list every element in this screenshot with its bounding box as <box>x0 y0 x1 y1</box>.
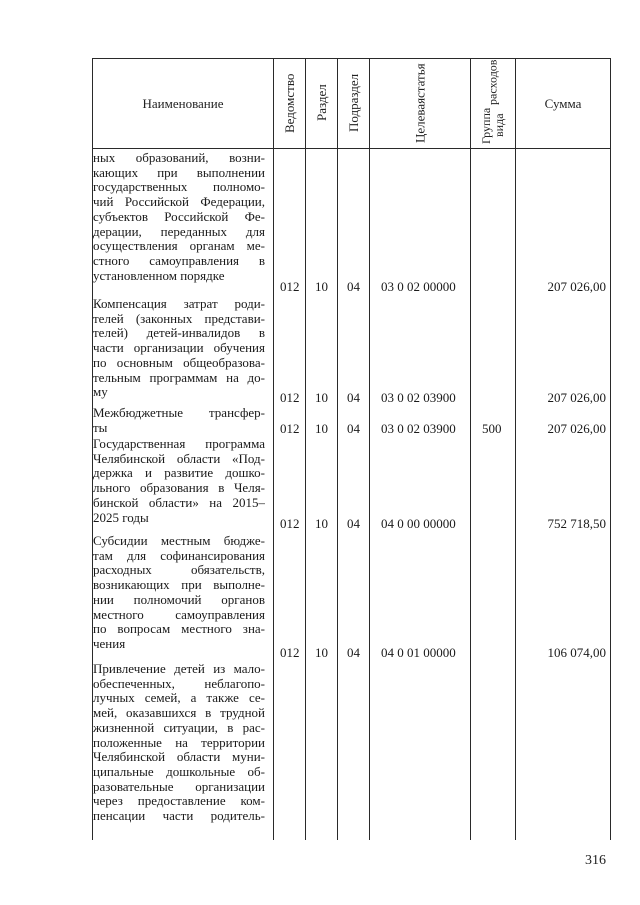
row-4-ved: 012 <box>280 645 300 660</box>
row-2-line-1: ты <box>93 420 108 435</box>
header-gruppa-line1: Группа вида <box>479 107 506 144</box>
row-2-name <box>93 406 265 435</box>
row-4-line-4: нии полномочий органов <box>93 592 265 607</box>
row-5-name <box>93 662 265 824</box>
row-3-podrazdel: 04 <box>347 516 360 531</box>
row-5-line-3: мей, оказавшихся в трудной <box>93 706 265 721</box>
row-1-ved: 012 <box>280 390 300 405</box>
row-2-razdel: 10 <box>315 421 328 436</box>
row-4-line-3: возникающих при выполне- <box>93 578 265 593</box>
row-2-summa: 207 026,00 <box>547 421 606 436</box>
row-5-line-0: Привлечение детей из мало- <box>93 662 265 676</box>
row-3-line-1: Челябинской области «Под- <box>93 451 265 466</box>
row-5-line-7: ципальные дошкольные об- <box>93 764 265 779</box>
row-4-line-2: расходных обязательств, <box>93 563 265 578</box>
row-4-line-5: местного самоуправления <box>93 607 265 622</box>
row-1-name <box>93 297 265 400</box>
row-4-name <box>93 534 265 652</box>
row-3-line-3: льного образования в Челя- <box>93 481 265 496</box>
row-0-line-7: стного самоуправления в <box>93 253 265 268</box>
row-5-line-9: через предоставление ком- <box>93 794 265 809</box>
row-2-celevaya: 03 0 02 03900 <box>381 421 456 436</box>
row-0-line-3: чий Российской Федерации, <box>93 195 265 210</box>
row-1-line-5: тельным программам на до- <box>93 370 265 385</box>
col-divider-razdel <box>337 58 338 840</box>
row-5-line-6: Челябинской области муни- <box>93 750 265 765</box>
header-summa: Сумма <box>544 95 582 111</box>
row-5-line-5: положенные на территории <box>93 735 265 750</box>
row-0-celevaya: 03 0 02 00000 <box>381 279 456 294</box>
row-1-summa: 207 026,00 <box>547 390 606 405</box>
row-5-line-8: разовательные организации <box>93 779 265 794</box>
row-0-line-8: установленном порядке <box>93 268 225 283</box>
row-4-razdel: 10 <box>315 645 328 660</box>
row-5-line-4: жизненной ситуации, в рас- <box>93 720 265 735</box>
row-5-line-1: обеспеченных, неблагопо- <box>93 676 265 691</box>
header-gruppa-line2: расходов <box>485 60 500 106</box>
row-1-line-1: телей (законных представи- <box>93 311 265 326</box>
row-1-line-3: части организации обучения <box>93 341 265 356</box>
row-5-line-10: пенсации части родитель- <box>93 809 265 824</box>
row-4-celevaya: 04 0 01 00000 <box>381 645 456 660</box>
row-1-razdel: 10 <box>315 390 328 405</box>
row-3-ved: 012 <box>280 516 300 531</box>
row-3-line-5: 2025 годы <box>93 510 149 525</box>
row-0-podrazdel: 04 <box>347 279 360 294</box>
header-bottom-border <box>92 148 610 149</box>
page-number: 316 <box>585 853 606 868</box>
row-0-line-0: ных образований, возни- <box>93 151 265 165</box>
row-2-podrazdel: 04 <box>347 421 360 436</box>
row-1-line-4: по основным общеобразова- <box>93 355 265 370</box>
col-divider-podrazdel <box>369 58 370 840</box>
row-1-podrazdel: 04 <box>347 390 360 405</box>
row-1-celevaya: 03 0 02 03900 <box>381 390 456 405</box>
row-2-ved: 012 <box>280 421 300 436</box>
row-1-line-2: телей) детей-инвалидов в <box>93 326 265 341</box>
row-3-name <box>93 437 265 525</box>
row-3-summa: 752 718,50 <box>547 516 606 531</box>
header-celevaya-line2: статья <box>412 63 428 98</box>
row-0-line-2: государственных полномо- <box>93 180 265 195</box>
row-2-gruppa: 500 <box>482 421 502 436</box>
row-3-line-0: Государственная программа <box>93 437 265 451</box>
row-4-podrazdel: 04 <box>347 645 360 660</box>
header-name: Наименование <box>142 95 224 111</box>
row-0-line-6: осуществления органам ме- <box>93 239 265 254</box>
row-0-line-4: субъектов Российской Фе- <box>93 209 265 224</box>
col-divider-gruppa <box>515 58 516 840</box>
row-4-line-6: по вопросам местного зна- <box>93 622 265 637</box>
row-2-line-0: Межбюджетные трансфер- <box>93 406 265 420</box>
row-3-razdel: 10 <box>315 516 328 531</box>
row-0-ved: 012 <box>280 279 300 294</box>
header-gruppa <box>471 60 515 146</box>
header-razdel: Раздел <box>314 84 329 122</box>
header-podrazdel: Подраздел <box>346 73 361 133</box>
row-4-line-7: чения <box>93 636 126 651</box>
col-divider-name <box>273 58 274 840</box>
row-3-line-2: держка и развитие дошко- <box>93 466 265 481</box>
row-4-summa: 106 074,00 <box>547 645 606 660</box>
header-celevaya-line1: Целевая <box>412 97 428 143</box>
row-1-line-6: му <box>93 385 108 400</box>
col-divider-celevaya <box>470 58 471 840</box>
row-3-line-4: бинской области» на 2015– <box>93 495 265 510</box>
row-0-name <box>93 151 265 283</box>
row-0-line-5: дерации, переданных для <box>93 224 265 239</box>
header-vedomstvo: Ведомство <box>282 73 297 133</box>
row-5-line-2: лучных семей, а также се- <box>93 691 265 706</box>
header-celevaya <box>370 60 470 146</box>
row-4-line-0: Субсидии местным бюдже- <box>93 534 265 548</box>
col-divider-ved <box>305 58 306 840</box>
row-3-celevaya: 04 0 00 00000 <box>381 516 456 531</box>
row-1-line-0: Компенсация затрат роди- <box>93 297 265 311</box>
row-0-summa: 207 026,00 <box>547 279 606 294</box>
row-4-line-1: там для софинансирования <box>93 548 265 563</box>
row-0-line-1: кающих при выполнении <box>93 165 265 180</box>
row-0-razdel: 10 <box>315 279 328 294</box>
col-divider-right <box>610 58 611 840</box>
